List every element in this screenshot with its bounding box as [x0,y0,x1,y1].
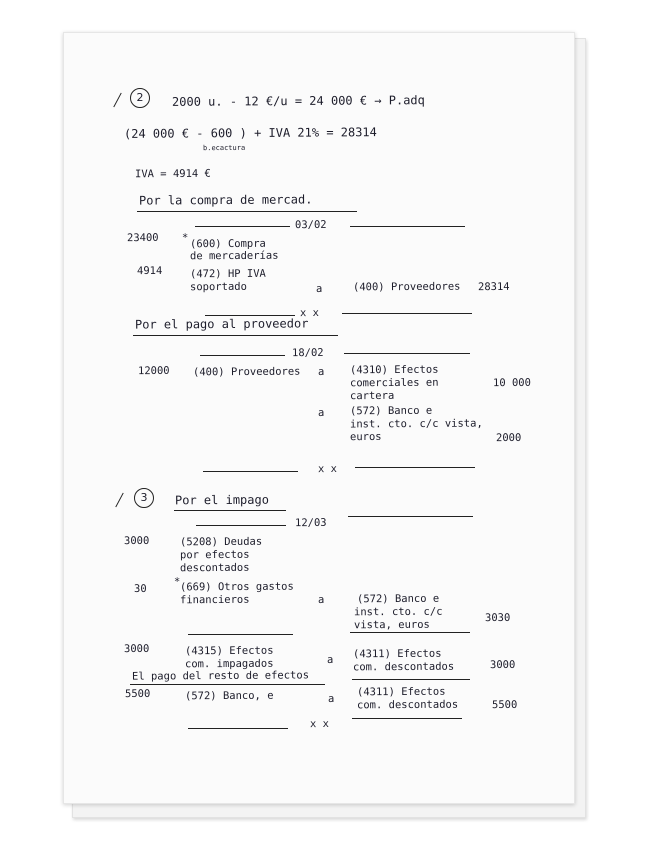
credit-amount: 5500 [491,698,518,712]
entry-rule [352,679,470,680]
credit-account: (572) Banco e [349,404,433,418]
heading-pago-underline [133,335,338,336]
debit-amount: 5500 [124,687,151,701]
close-rule-right [352,718,462,719]
credit-account: (4311) Efectos [352,647,442,661]
credit-marker: a [317,406,325,420]
credit-account: (572) Banco e [356,592,440,606]
credit-account-cont: vista, euros [353,618,430,632]
debit-account-cont: soportado [189,280,247,294]
entry-date: 12/03 [294,516,327,530]
credit-account-cont: comerciales en [349,376,439,390]
credit-account-cont: inst. cto. c/c vista, [349,417,483,431]
close-mark: x x [317,462,338,476]
heading-compra-underline [137,211,357,212]
close-mark: x x [309,717,330,731]
credit-account-cont: com. descontados [352,660,455,674]
debit-account: (472) HP IVA [189,267,266,281]
exercise-number-3 [134,488,154,508]
credit-amount: 10 000 [492,376,531,390]
credit-marker: a [315,282,323,296]
date-rule-right [350,226,465,227]
asterisk-mark: * [173,575,181,589]
date-rule-left [196,525,286,526]
iva-line: IVA = 4914 € [134,167,211,181]
date-rule-left [200,355,285,356]
debit-amount: 23400 [126,231,159,245]
credit-amount: 2000 [495,431,522,445]
entry-date: 18/02 [291,346,324,360]
credit-account-cont: inst. cto. c/c [353,605,443,619]
debit-account: (600) Compra [189,237,266,251]
entry-rule [188,634,293,635]
debit-account-cont: de mercaderías [189,249,279,263]
debit-account-cont: com. impagados [184,657,274,671]
credit-account: (4311) Efectos [356,685,446,699]
debit-account: (669) Otros gastos [179,580,294,594]
close-rule-left [203,471,298,472]
credit-account-cont: com. descontados [356,698,459,712]
credit-marker: a [317,365,325,379]
exercise-number-text: 2 [136,91,144,104]
date-rule-right [348,516,473,517]
debit-account-cont: financieros [179,593,250,607]
credit-account-cont: cartera [349,389,395,403]
heading-impago: Por el impago [174,492,269,508]
credit-marker: a [317,593,325,607]
calc-line-1: 2000 u. - 12 €/u = 24 000 € → P.adq [171,93,425,109]
heading-resto-underline [130,684,325,685]
exercise-number-text: 3 [140,491,148,504]
debit-account-cont: por efectos [179,548,250,562]
date-rule-right [344,353,470,354]
debit-account: (4315) Efectos [184,644,274,658]
date-rule-left [195,226,290,227]
close-rule-right [355,467,475,468]
debit-account-cont: descontados [179,561,250,575]
credit-account: (4310) Efectos [349,363,439,377]
debit-amount: 12000 [137,364,170,378]
asterisk-mark: * [181,231,189,245]
heading-resto: El pago del resto de efectos [131,669,310,683]
close-mark: x x [299,306,320,320]
entry-rule [350,632,470,633]
credit-amount: 28314 [477,280,510,294]
debit-account: (5208) Deudas [179,535,263,549]
debit-account: (400) Proveedores [192,365,301,379]
calc-line-2: (24 000 € - 600 ) + IVA 21% = 28314 [123,125,377,141]
exercise-number-2 [130,88,150,108]
heading-pago: Por el pago al proveedor [134,316,309,332]
close-rule-left [188,728,288,729]
credit-marker: a [327,692,335,706]
heading-compra: Por la compra de mercad. [138,192,313,208]
debit-amount: 4914 [136,264,163,278]
debit-amount: 3000 [123,534,150,548]
close-rule-right [342,313,472,314]
credit-account-cont: euros [349,430,382,444]
credit-marker: a [326,653,334,667]
credit-account: (400) Proveedores [352,280,461,294]
debit-amount: 30 [133,582,147,596]
calc-note: b.ecactura [202,143,246,153]
debit-amount: 3000 [123,642,150,656]
credit-amount: 3000 [489,658,516,672]
credit-amount: 3030 [484,611,511,625]
debit-account: (572) Banco, e [184,689,274,703]
heading-impago-underline [174,510,286,511]
entry-date: 03/02 [294,218,327,232]
